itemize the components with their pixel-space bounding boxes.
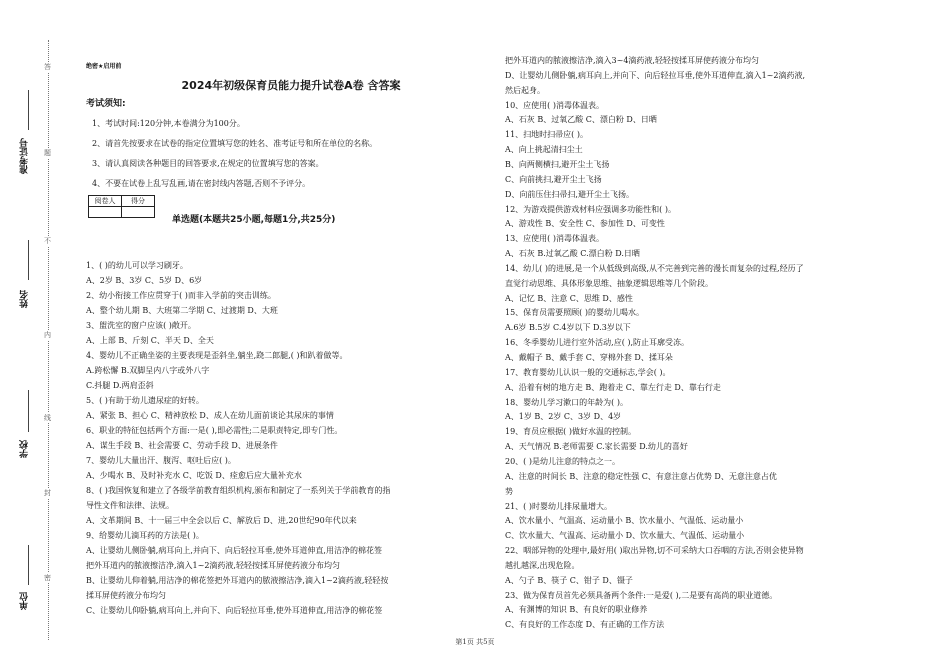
question-line: A、谋生手段 B、社会需要 C、劳动手段 D、进展条件 [86,441,278,450]
question-line: A、有渊博的知识 B、有良好的职业修养 [505,605,648,615]
seal-word: 题 [44,149,51,157]
question-line: A、2岁 B、3岁 C、5岁 D、6岁 [86,276,203,285]
question-line: A、游戏性 B、安全性 C、参加性 D、可变性 [505,219,665,229]
question-line: C、饮水量大、气温高、运动量小 D、饮水量大、气温低、运动量小 [505,531,745,541]
question-line: C、向前挑扫,避开尘土飞扬 [505,174,602,184]
question-line: A、整个幼儿期 B、大班第二学期 C、过渡期 D、大班 [86,306,278,315]
question-line: A、石灰 B.过氧乙酸 C.漂白粉 D.日晒 [505,249,640,259]
question-line: A、注意的时间长 B、注意的稳定性强 C、有意注意占优势 D、无意注意占优 [505,471,777,481]
seal-word: 密 [44,574,51,582]
grader-blank [89,207,122,218]
question-line: 越扎越深,出现危险。 [505,560,580,570]
page-title: 2024年初级保育员能力提升试卷A卷 含答案 [181,79,401,92]
notice-item: 2、请首先按要求在试卷的指定位置填写您的姓名、准考证号和所在单位的名称。 [92,139,378,148]
question-line: A、上部 B、斤刻 C、半天 D、全天 [86,336,214,345]
question-line: 直觉行动思维、具体形象思维、抽象逻辑思维等几个阶段。 [505,278,713,288]
seal-word: 不 [44,237,51,245]
question-line: 然后起身。 [505,85,545,95]
question-line: 18、婴幼儿学习漱口的年龄为( )。 [505,397,628,407]
question-line: A、饮水量小、气温高、运动量小 B、饮水量小、气温低、运动量小 [505,516,744,526]
question-line: A.跨松懈 B.双脚呈内八字或外八字 [86,366,210,375]
question-line: 13、应使用( )消毒体温表。 [505,234,604,244]
question-line: A.6岁 B.5岁 C.4岁以下 D.3岁以下 [505,323,631,333]
question-line: A、少喝水 B、及时补充水 C、吃饭 D、痊愈后应大量补充水 [86,471,302,480]
exam-id-line [28,90,29,130]
question-line: D、让婴幼儿侧卧躺,病耳向上,并向下、向后轻拉耳垂,使外耳道伸直,滴入1~2滴药液, [505,70,806,80]
question-line: 揉耳屏使药液分布均匀 [86,591,166,600]
seal-word: 线 [44,414,51,422]
question-line: C.抖腿 D.两肩歪斜 [86,381,154,390]
question-line: 7、婴幼儿大量出汗、腹泻、呕吐后应( )。 [86,456,236,465]
question-line: 22、咽部异物的处理中,最好用( )取出异物,切不可采纳大口吞咽的方法,否则会使异物 [505,546,804,556]
question-line: A、1岁 B、2岁 C、3岁 D、4岁 [505,412,622,422]
question-line: 1、( )的幼儿可以学习刷牙。 [86,261,188,270]
question-line: 20、( )是幼儿注意的特点之一。 [505,456,620,466]
question-line: 把外耳道内的脓液擦洁净,滴入1~2滴药液,轻轻按揉耳屏使药液分布均匀 [86,561,340,570]
question-line: 15、保育员需要照顾( )的婴幼儿喝水。 [505,308,644,318]
question-line: A、让婴幼儿侧卧躺,病耳向上,并向下、向后轻拉耳垂,使外耳道伸直,用洁净的棉花签 [86,546,382,555]
section-heading: 单选题(本题共25小题,每题1分,共25分) [172,215,336,225]
notice-item: 3、请认真阅读各种题目的回答要求,在规定的位置填写您的答案。 [92,159,324,168]
binding-strip [0,0,70,671]
school-label: 学校 [20,440,30,458]
score-table [88,195,155,218]
seal-word: 封 [44,489,51,497]
seal-word: 内 [44,331,51,339]
question-line: A、紧张 B、担心 C、精神放松 D、成人在幼儿面前谈论其尿床的事情 [86,411,334,420]
unit-line [28,545,29,585]
question-line: A、戴帽子 B、戴手套 C、穿棉外套 D、揉耳朵 [505,353,673,362]
question-line: 16、冬季婴幼儿进行室外活动,应( ),防止耳廓受冻。 [505,338,690,348]
question-line: 4、婴幼儿不正确坐姿的主要表现是歪斜坐,躺坐,跷二郎腿,( )和趴着做等。 [86,351,348,360]
secret-label: 绝密★启用前 [86,63,122,70]
question-line: 19、育员应根据( )做好水温的控制。 [505,427,636,437]
question-line: 8、( )我国恢复和建立了各级学前教育组织机构,颁布和制定了一系列关于学前教育的指 [86,486,391,495]
question-line: 势 [505,486,513,496]
question-line: 把外耳道内的脓液擦洁净,滴入3~4滴药液,轻轻按揉耳屏使药液分布均匀 [505,56,759,65]
grader-cell: 阅卷人 [89,196,122,207]
question-line: C、让婴幼儿仰卧躺,病耳向上,并向下、向后轻拉耳垂,使外耳道伸直,用洁净的棉花签 [86,606,383,615]
exam-id-label: 准考证号 [20,138,30,174]
question-line: 9、给婴幼儿滴耳药的方法是( )。 [86,531,204,540]
question-line: B、向两侧横扫,避开尘土飞扬 [505,159,610,169]
score-blank [122,207,155,218]
question-line: 10、应使用( )消毒体温表。 [505,100,604,110]
question-line: 23、做为保育员首先必须具备两个条件:一是爱( ),二是要有高尚的职业道德。 [505,590,778,600]
unit-label: 单位 [20,592,30,610]
question-line: A、文革期间 B、十一届三中全会以后 C、解放后 D、进,20世纪90年代以来 [86,516,357,525]
score-cell: 得分 [122,196,155,207]
notice-item: 1、考试时间:120分钟,本卷满分为100分。 [92,119,245,128]
question-line: A、勺子 B、筷子 C、钳子 D、镊子 [505,575,633,585]
question-line: D、向前压住扫帚扫,避开尘土飞扬。 [505,189,634,199]
question-line: A、沿着有树的地方走 B、跑着走 C、靠左行走 D、靠右行走 [505,382,721,392]
question-line: 导性文件和法律、法规。 [86,501,174,510]
question-line: C、有良好的工作态度 D、有正确的工作方法 [505,620,665,630]
question-line: A、向上挑起清扫尘土 [505,145,583,155]
question-line: 17、教育婴幼儿认识一般的交通标志,学会( )。 [505,367,671,377]
seal-word: 答 [44,63,51,71]
question-line: 21、( )时婴幼儿排尿量增大。 [505,501,612,511]
notice-heading: 考试须知: [86,99,126,109]
question-line: A、天气情况 B.老师需要 C.家长需要 D.幼儿的喜好 [505,442,688,452]
name-line [28,240,29,280]
question-line: 2、幼小衔接工作应贯穿于( )而非入学前的突击训练。 [86,291,276,300]
page-footer: 第1页 共5页 [455,638,495,646]
question-line: 6、职业的特征包括两个方面:一是( ),即必需性;二是职责特定,即专门性。 [86,426,343,435]
name-label: 姓名 [20,290,30,308]
question-line: A、石灰 B、过氧乙酸 C、漂白粉 D、日晒 [505,115,657,125]
question-line: B、让婴幼儿仰着躺,用洁净的棉花签把外耳道内的脓液擦洁净,滴入1~2滴药液,轻轻按 [86,576,389,585]
question-line: 5、( )有助于幼儿遗尿症的好转。 [86,396,204,405]
question-line: 12、为游戏提供游戏材料应强调多功能性和( )。 [505,204,676,214]
question-line: A、记忆 B、注意 C、思维 D、感性 [505,293,633,303]
school-line [28,390,29,432]
question-line: 11、扫地时扫帚应( )。 [505,130,588,140]
notice-item: 4、不要在试卷上乱写乱画,请在密封线内答题,否则不予评分。 [92,179,311,188]
question-line: 14、幼儿( )的进展,是一个从低级到高级,从不完善到完善的漫长而复杂的过程,经历了 [505,263,804,273]
seal-line [48,40,49,640]
question-line: 3、盥洗室的窗户应该( )敞开。 [86,321,196,330]
